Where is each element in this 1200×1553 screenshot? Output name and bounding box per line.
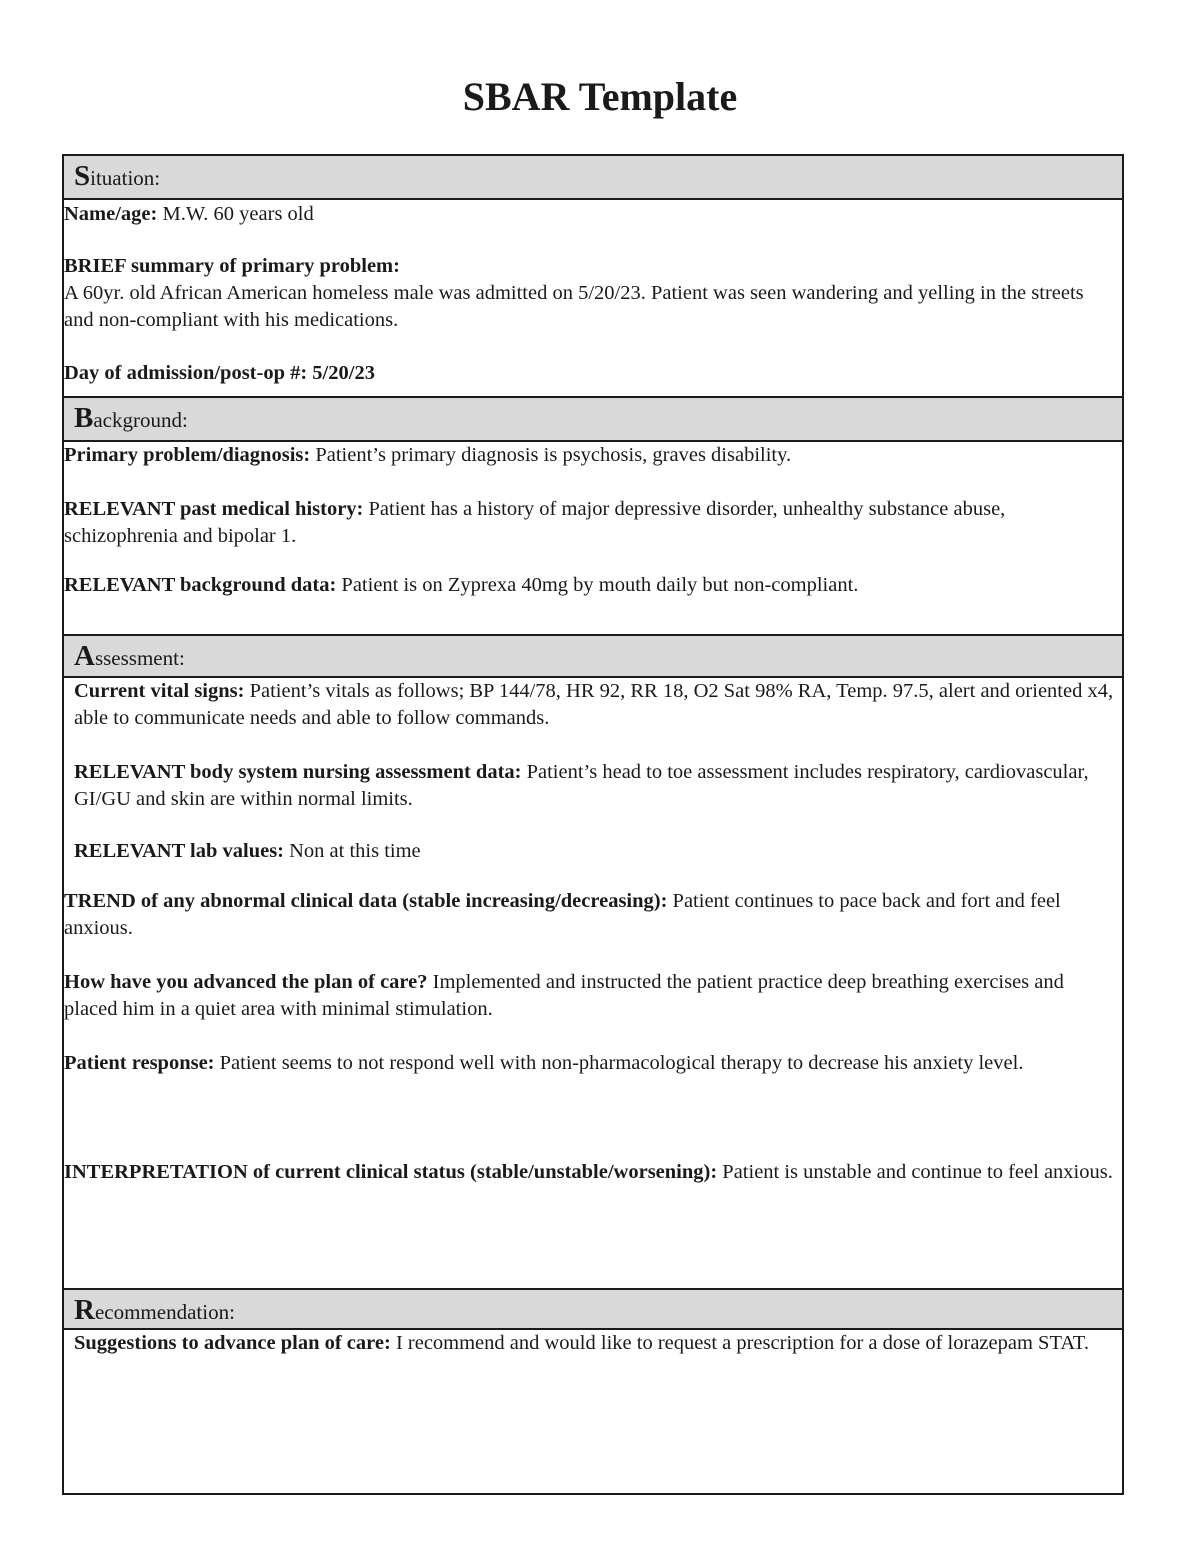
suggestions-value: I recommend and would like to request a prescription for a dose of lorazepam STAT. (390, 1332, 1089, 1354)
section-header-background (64, 396, 1122, 442)
name-age-value: M.W. 60 years old (157, 203, 314, 225)
interpretation-value: Patient is unstable and continue to feel anxious. (717, 1161, 1113, 1183)
plan-of-care-label: How have you advanced the plan of care? (64, 971, 428, 993)
field-past-medical-history (64, 496, 1116, 550)
field-background-data (64, 572, 1116, 599)
background-data-value: Patient is on Zyprexa 40mg by mouth daily but non-compliant. (336, 574, 859, 596)
section-header-situation (64, 156, 1122, 200)
section-title-recommendation: ecommendation: (94, 1300, 235, 1324)
brief-summary-label: BRIEF summary of primary problem: (64, 255, 400, 277)
background-data-label: RELEVANT background data: (64, 574, 337, 596)
vital-signs-value: Patient’s vitals as follows; BP 144/78, HR 92, RR 18, O2 Sat 98% RA, Temp. 97.5, alert and oriented x4, able to communicate needs and able to follow commands. (74, 680, 1114, 729)
field-interpretation (64, 1159, 1116, 1186)
trend-value: Patient continues to pace back and fort and feel anxious. (64, 890, 1061, 939)
field-brief-summary (64, 253, 1116, 334)
past-medical-history-value: Patient has a history of major depressive disorder, unhealthy substance abuse, schizophrenia and bipolar 1. (64, 498, 1006, 547)
section-title-assessment: ssessment: (94, 646, 185, 670)
section-title-background: ackground: (93, 408, 188, 432)
section-body-assessment (64, 678, 1122, 1288)
vital-signs-label: Current vital signs: (74, 680, 245, 702)
lab-values-value: Non at this time (284, 840, 421, 862)
section-letter-s: S (74, 160, 91, 192)
name-age-label: Name/age: (64, 203, 158, 225)
page-title: SBAR Template (462, 74, 738, 119)
plan-of-care-value: Implemented and instructed the patient practice deep breathing exercises and placed him in a quiet area with minimal stimulation. (64, 971, 1064, 1020)
section-body-situation (64, 200, 1122, 396)
section-body-background (64, 442, 1122, 634)
body-system-assessment-value: Patient’s head to toe assessment includes respiratory, cardiovascular, GI/GU and skin are within normal limits. (74, 761, 1089, 810)
suggestions-label: Suggestions to advance plan of care: (74, 1332, 391, 1354)
interpretation-label: INTERPRETATION of current clinical status (stable/unstable/worsening): (64, 1161, 718, 1183)
field-body-system-assessment (74, 759, 1116, 813)
trend-label: TREND of any abnormal clinical data (stable increasing/decreasing): (64, 890, 668, 912)
sbar-table (62, 154, 1124, 1495)
section-letter-b: B (74, 402, 94, 434)
section-header-recommendation (64, 1288, 1122, 1330)
section-letter-r: R (74, 1294, 95, 1326)
primary-diagnosis-label: Primary problem/diagnosis: (64, 444, 311, 466)
field-vital-signs (74, 678, 1116, 732)
field-lab-values (74, 838, 1116, 865)
past-medical-history-label: RELEVANT past medical history: (64, 498, 364, 520)
lab-values-label: RELEVANT lab values: (74, 840, 284, 862)
section-body-recommendation (64, 1330, 1122, 1493)
section-header-assessment (64, 634, 1122, 678)
section-letter-a: A (74, 640, 95, 672)
field-name-age (64, 201, 1116, 228)
field-trend (64, 888, 1116, 942)
field-day-of-admission (64, 360, 1116, 387)
body-system-assessment-label: RELEVANT body system nursing assessment data: (74, 761, 522, 783)
patient-response-value: Patient seems to not respond well with non-pharmacological therapy to decrease his anxiety level. (214, 1052, 1024, 1074)
day-of-admission-label: Day of admission/post-op #: 5/20/23 (64, 362, 375, 384)
brief-summary-value: A 60yr. old African American homeless male was admitted on 5/20/23. Patient was seen wandering and yelling in the streets and non-compliant with his medications. (64, 282, 1084, 331)
field-suggestions (74, 1330, 1116, 1357)
field-patient-response (64, 1050, 1116, 1077)
primary-diagnosis-value: Patient’s primary diagnosis is psychosis, graves disability. (310, 444, 792, 466)
field-plan-of-care (64, 969, 1116, 1023)
field-primary-diagnosis (64, 442, 1116, 469)
patient-response-label: Patient response: (64, 1052, 215, 1074)
section-title-situation: ituation: (90, 166, 161, 190)
